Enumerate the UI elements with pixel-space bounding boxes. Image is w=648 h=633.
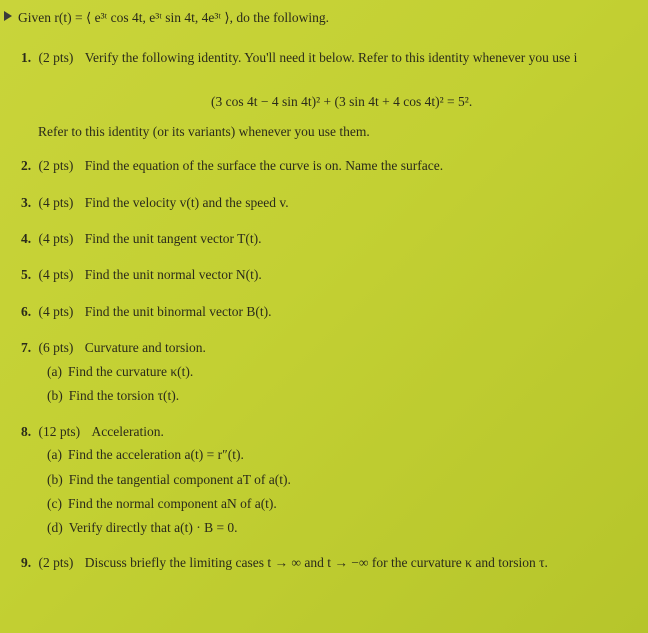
question-points: (2 pts): [38, 158, 74, 173]
question-text: Verify the following identity. You'll need it below. Refer to this identity whenever you use i: [84, 50, 578, 65]
question-number: 3.: [21, 195, 32, 210]
question-7: [21, 340, 206, 356]
sub-text: Find the acceleration a(t) = r″(t).: [67, 447, 244, 462]
question-number: 6.: [21, 304, 32, 319]
sub-label: (d): [47, 520, 63, 535]
question-text: Find the unit tangent vector T(t).: [84, 231, 262, 246]
question-text: Find the unit binormal vector B(t).: [84, 304, 272, 319]
question-text: Find the velocity v(t) and the speed v.: [84, 195, 289, 210]
question-7b: [47, 388, 179, 404]
question-6: [21, 304, 271, 320]
question-points: (6 pts): [38, 340, 74, 355]
question-number: 8.: [21, 424, 32, 439]
sub-label: (b): [47, 388, 63, 403]
sub-text: Find the torsion τ(t).: [68, 388, 180, 403]
question-number: 2.: [21, 158, 32, 173]
question-number: 9.: [21, 555, 32, 570]
question-points: (4 pts): [38, 304, 74, 319]
sub-text: Find the normal component aN of a(t).: [67, 496, 277, 511]
question-number: 5.: [21, 267, 32, 282]
question-8c: [47, 496, 277, 512]
sub-label: (a): [47, 447, 62, 462]
question-4: [21, 231, 261, 247]
disclosure-triangle-icon[interactable]: [4, 11, 12, 21]
question-number: 4.: [21, 231, 32, 246]
question-text: Find the unit normal vector N(t).: [84, 267, 262, 282]
question-points: (2 pts): [38, 50, 74, 65]
question-text: Discuss briefly the limiting cases t → ∞ and t → −∞ for the curvature κ and torsion τ.: [84, 555, 548, 570]
question-8a: [47, 447, 244, 463]
sub-label: (a): [47, 364, 62, 379]
sub-text: Find the curvature κ(t).: [67, 364, 194, 379]
header-text: Given r(t) = ⟨ e³ᵗ cos 4t, e³ᵗ sin 4t, 4e³ᵗ ⟩, do the following.: [18, 10, 329, 25]
refer-note: Refer to this identity (or its variants) whenever you use them.: [38, 124, 370, 139]
problem-header: [4, 10, 329, 26]
question-8b: [47, 472, 291, 488]
sub-text: Verify directly that a(t) · B = 0.: [68, 520, 238, 535]
question-points: (12 pts): [38, 424, 81, 439]
question-points: (4 pts): [38, 195, 74, 210]
question-points: (4 pts): [38, 267, 74, 282]
identity-equation: (3 cos 4t − 4 sin 4t)² + (3 sin 4t + 4 cos 4t)² = 5².: [211, 94, 473, 109]
question-3: [21, 195, 289, 211]
question-points: (2 pts): [38, 555, 74, 570]
sub-text: Find the tangential component aT of a(t).: [68, 472, 291, 487]
question-8d: [47, 520, 238, 536]
question-points: (4 pts): [38, 231, 74, 246]
question-9: [21, 555, 548, 571]
question-text: Curvature and torsion.: [84, 340, 206, 355]
question-5: [21, 267, 262, 283]
question-2: [21, 158, 443, 174]
sub-label: (c): [47, 496, 62, 511]
question-text: Find the equation of the surface the curve is on. Name the surface.: [84, 158, 444, 173]
question-text: Acceleration.: [91, 424, 164, 439]
question-7a: [47, 364, 193, 380]
question-number: 1.: [21, 50, 32, 65]
question-1: [21, 50, 577, 66]
sub-label: (b): [47, 472, 63, 487]
question-8: [21, 424, 164, 440]
question-number: 7.: [21, 340, 32, 355]
